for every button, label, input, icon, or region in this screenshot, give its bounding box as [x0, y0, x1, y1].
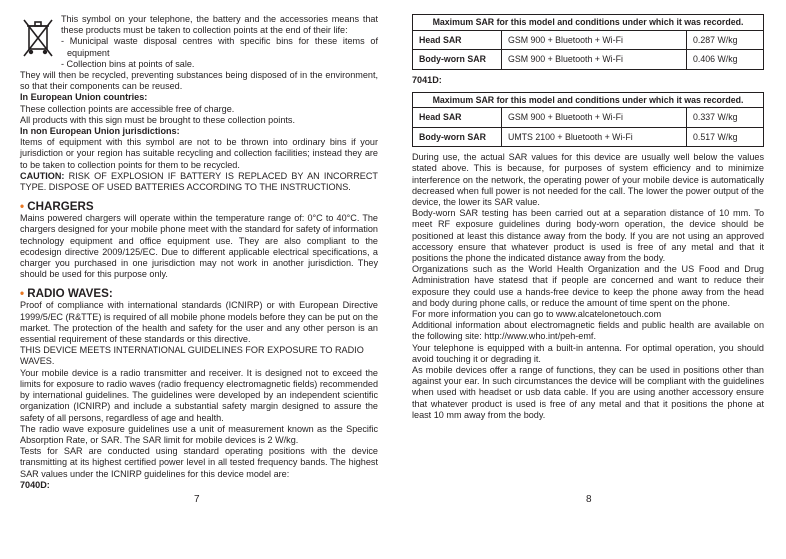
- page-number: 7: [194, 494, 200, 505]
- table-cell: GSM 900 + Bluetooth + Wi-Fi: [502, 50, 687, 70]
- eu-text: All products with this sign must be brought to these collection points.: [20, 114, 295, 125]
- table-cell: Body-worn SAR: [413, 50, 502, 70]
- table-cell: 0.287 W/kg: [687, 30, 764, 50]
- table-cell: GSM 900 + Bluetooth + Wi-Fi: [502, 108, 687, 128]
- antenna-text: Your telephone is equipped with a built-in antenna. For optimal operation, you should avoid touching it or degrading it.: [412, 342, 764, 364]
- table-row: [413, 127, 764, 147]
- non-eu-text: Items of equipment with this symbol are not to be thrown into ordinary bins if your jurisdiction or your region has suitable recycling and collection facilities; instead they are to be taken to collection points for them to be recycled.: [20, 137, 378, 170]
- sar-table-7041d: [412, 92, 764, 148]
- table-cell: 0.406 W/kg: [687, 50, 764, 70]
- accessory-text: As mobile devices offer a range of functions, they can be used in positions other than against your ear. In such circumstances the device will be compliant with the guidelines when used with headset or usb data cable. If you are using another accessory ensure that whatever product is used is free of any metal and that it positions the phone at least 10 mm away from the body.: [412, 365, 764, 420]
- bullet-icon: •: [20, 287, 28, 301]
- table-cell: UMTS 2100 + Bluetooth + Wi-Fi: [502, 127, 687, 147]
- sar-table-header: Maximum SAR for this model and conditions under which it was recorded.: [413, 15, 764, 31]
- sar-table-header: Maximum SAR for this model and conditions under which it was recorded.: [413, 92, 764, 108]
- model-label: 7040D:: [20, 479, 50, 490]
- right-page: [412, 14, 764, 421]
- eu-heading: In European Union countries:: [20, 92, 148, 103]
- weee-intro: This symbol on your telephone, the battery and the accessories means that these products must be taken to collection points at the end of their life:: [61, 14, 378, 36]
- table-cell: Head SAR: [413, 30, 502, 50]
- sar-text: During use, the actual SAR values for this device are usually well below the values stated above. This is because, for purposes of system efficiency and to minimize interference on the network, the operating power of your mobile device is automatically decreased when full power is not needed for the call. The lower the power output of the device, the lower its SAR value.: [412, 152, 764, 208]
- table-cell: 0.517 W/kg: [687, 127, 764, 147]
- eu-text: These collection points are accessible free of charge.: [20, 103, 235, 114]
- sar-table-7040d: [412, 14, 764, 70]
- table-cell: Body-worn SAR: [413, 127, 502, 147]
- caution-label: CAUTION:: [20, 170, 65, 181]
- radio-text: THIS DEVICE MEETS INTERNATIONAL GUIDELINES FOR EXPOSURE TO RADIO WAVES.: [20, 345, 364, 367]
- caution-body: RISK OF EXPLOSION IF BATTERY IS REPLACED BY AN INCORRECT TYPE. DISPOSE OF USED BATTERIES ACCORDING TO THE INSTRUCTIONS.: [20, 170, 378, 193]
- weee-list-item: - Collection bins at points of sale.: [61, 58, 195, 69]
- left-page: [20, 14, 378, 491]
- info-link-text: Additional information about electromagnetic fields and public health are available on the following site: http://www.who.int/peh-emf.: [412, 320, 764, 342]
- radio-waves-heading: • RADIO WAVES:: [20, 287, 113, 301]
- sar-text: Body-worn SAR testing has been carried out at a separation distance of 10 mm. To meet RF exposure guidelines during body-worn operation, the device should be positioned at least this distance away from the body. If you are not using an approved accessory ensure that whatever product is used is free of any metal and that it positions the phone the indicated distance away from the body.: [412, 208, 764, 264]
- radio-text: The radio wave exposure guidelines use a unit of measurement known as the Specific Absorption Rate, or SAR. The SAR limit for mobile devices is 2 W/kg.: [20, 423, 378, 445]
- model-label: 7041D:: [412, 74, 442, 85]
- chargers-heading: • CHARGERS: [20, 200, 94, 214]
- info-link-text: For more information you can go to www.alcatelonetouch.com: [412, 309, 662, 320]
- chargers-text: Mains powered chargers will operate within the temperature range of: 0°C to 40°C. The chargers designed for your mobile phone meet with the standard for safety of information technology equipment and office equipment use. They are also compliant to the ecodesign directive 2009/125/EC. Due to different applicable electrical specifications, a charger you purchased in one jurisdiction may not work in another jurisdiction. They should be used for this purpose only.: [20, 213, 378, 280]
- recycle-text: They will then be recycled, preventing substances being disposed of in the environment, so that their components can be reused.: [20, 70, 378, 92]
- table-row: [413, 30, 764, 50]
- radio-text: Tests for SAR are conducted using standard operating positions with the device transmitting at its highest certified power level in all tested frequency bands. The highest SAR values under the ICNIRP guidelines for this device model are:: [20, 446, 378, 479]
- radio-text: Your mobile device is a radio transmitter and receiver. It is designed not to exceed the limits for exposure to radio waves (radio frequency electromagnetic fields) recommended by international guidelines. The guidelines were developed by an independent scientific organization (ICNIRP) and include a substantial safety margin designed to assure the safety of all persons, regardless of age and health.: [20, 367, 378, 423]
- non-eu-heading: In non European Union jurisdictions:: [20, 126, 180, 137]
- table-row: [413, 108, 764, 128]
- table-cell: Head SAR: [413, 108, 502, 128]
- caution-text: [20, 171, 378, 193]
- radio-text: Proof of compliance with international standards (ICNIRP) or with European Directive 1999/5/EC (R&TTE) is required of all mobile phone models before they can be put on the market. The protection of the health and safety for the user and any other person is an essential requirement of these standards or this directive.: [20, 300, 378, 345]
- table-cell: GSM 900 + Bluetooth + Wi-Fi: [502, 30, 687, 50]
- sar-text: Organizations such as the World Health Organization and the US Food and Drug Administration have statesd that if people are concerned and want to reduce their exposure they could use a hands-free device to keep the phone away from the head and body during phone calls, or reduce the amount of time spent on the phone.: [412, 264, 764, 308]
- table-row: [413, 50, 764, 70]
- table-cell: 0.337 W/kg: [687, 108, 764, 128]
- page-number: 8: [586, 494, 592, 505]
- weee-list-item: - Municipal waste disposal centres with specific bins for these items of equipment: [61, 36, 378, 58]
- bullet-icon: •: [20, 200, 28, 214]
